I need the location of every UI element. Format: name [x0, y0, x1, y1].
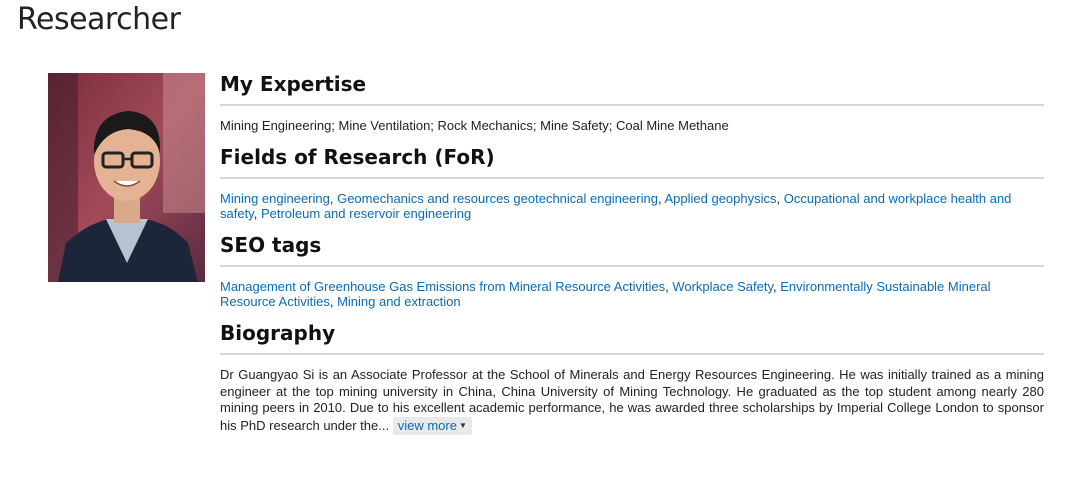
- fields-of-research-section: [220, 143, 1044, 221]
- seo-link-greenhouse-gas[interactable]: Management of Greenhouse Gas Emissions from Mineral Resource Activities: [220, 279, 666, 294]
- biography-text: Dr Guangyao Si is an Associate Professor at the School of Minerals and Energy Resources Engineering. He was initially trained as a mining engineer at the top mining university in China, China University of Mining Technology. He graduated as the top student among nearly 280 mining peers in 2010. Due to his excellent academic performance, he was awarded three scholarships by Imperial College London to sponsor his PhD research under the...: [220, 367, 1044, 433]
- fields-of-research-list: [220, 191, 1044, 221]
- for-link-applied-geophysics[interactable]: Applied geophysics: [664, 191, 777, 206]
- separator: ,: [773, 279, 781, 294]
- expertise-section: [220, 70, 1044, 133]
- view-more-button[interactable]: [393, 417, 472, 436]
- fields-of-research-heading: Fields of Research (FoR): [220, 143, 1044, 179]
- for-link-occupational-health-safety[interactable]: Occupational and workplace health and safety: [220, 191, 1012, 221]
- biography-heading: Biography: [220, 319, 1044, 355]
- separator: ,: [253, 206, 261, 221]
- for-link-mining-engineering[interactable]: Mining engineering: [220, 191, 330, 206]
- seo-link-sustainable-mineral[interactable]: Environmentally Sustainable Mineral Resource Activities: [220, 279, 991, 309]
- seo-tags-heading: SEO tags: [220, 231, 1044, 267]
- page-title: Researcher: [17, 2, 181, 37]
- separator: ,: [776, 191, 784, 206]
- biography-section: [220, 319, 1044, 435]
- seo-tags-list: [220, 279, 1044, 309]
- expertise-text: Mining Engineering; Mine Ventilation; Rock Mechanics; Mine Safety; Coal Mine Methane: [220, 118, 729, 133]
- for-link-geomechanics[interactable]: Geomechanics and resources geotechnical engineering: [337, 191, 658, 206]
- separator: ,: [665, 279, 673, 294]
- seo-link-workplace-safety[interactable]: Workplace Safety: [672, 279, 774, 294]
- separator: ,: [329, 294, 338, 309]
- expertise-heading: My Expertise: [220, 70, 1044, 106]
- for-link-petroleum-reservoir[interactable]: Petroleum and reservoir engineering: [260, 206, 472, 221]
- seo-link-mining-extraction[interactable]: Mining and extraction: [337, 294, 461, 309]
- profile-content: [220, 70, 1044, 445]
- chevron-down-icon: ▼: [458, 421, 467, 431]
- view-more-label: view more: [397, 417, 457, 433]
- biography-text-block: [220, 367, 1044, 435]
- seo-tags-section: [220, 231, 1044, 309]
- separator: ,: [329, 191, 338, 206]
- researcher-photo: [48, 73, 205, 282]
- separator: ,: [657, 191, 665, 206]
